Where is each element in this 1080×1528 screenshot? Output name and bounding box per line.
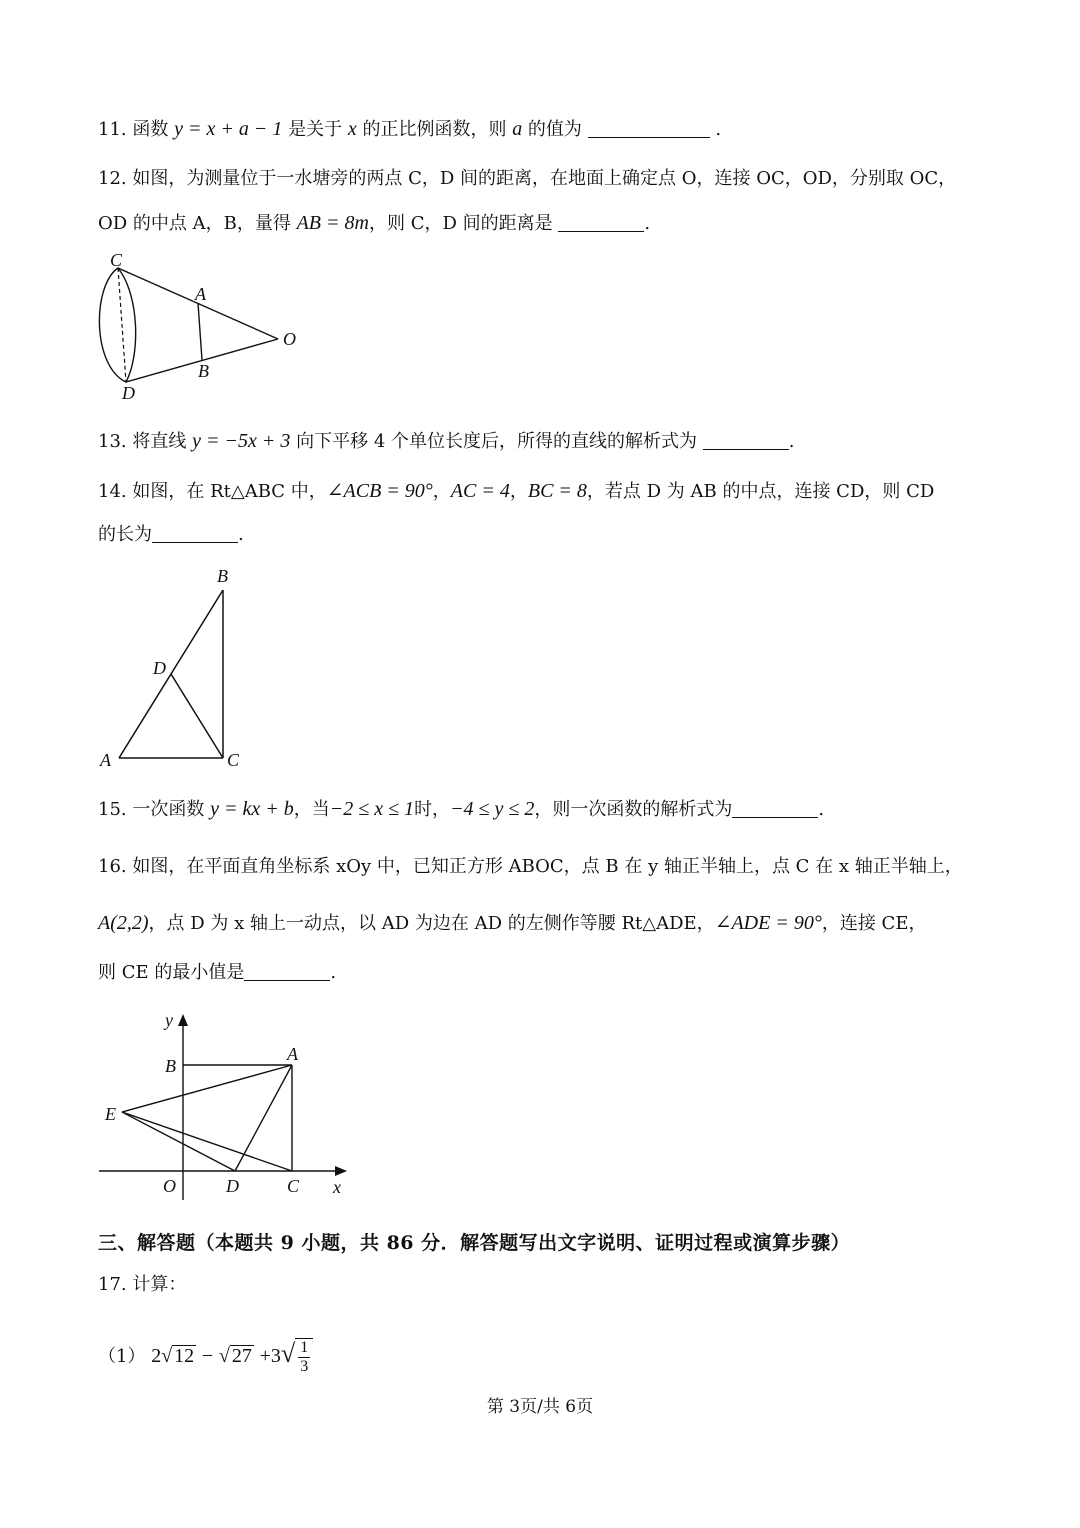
question-14-line-2: 的长为 .	[98, 524, 244, 545]
coordinate-figure	[95, 1004, 360, 1206]
section-heading: 三、解答题（本题共 9 小题，共 86 分．解答题写出文字说明、证明过程或演算步骤）	[98, 1232, 851, 1254]
label-b: B	[198, 361, 209, 381]
question-13: 13. 将直线 y = −5x + 3 向下平移 4 个单位长度后，所得的直线的解析式为 .	[98, 430, 795, 452]
label-c: C	[110, 250, 123, 270]
formula: ∠ACB = 90°	[326, 480, 433, 502]
label-o: O	[283, 329, 296, 349]
answer-blank	[732, 799, 818, 818]
label-a: A	[287, 1044, 298, 1064]
label-c: C	[227, 750, 240, 770]
question-12-line-1: 12. 如图，为测量位于一水塘旁的两点 C，D 间的距离，在地面上确定点 O，连接 OC，OD，分别取 OC，	[98, 168, 957, 189]
triangle-figure	[95, 562, 265, 774]
question-14-line-1: 14. 如图，在 Rt△ABC 中，∠ACB = 90°，AC = 4，BC = 8，若点 D 为 AB 的中点，连接 CD，则 CD	[98, 480, 935, 502]
label-c: C	[287, 1176, 300, 1196]
formula: y = x + a − 1	[174, 118, 283, 140]
formula: BC = 8	[527, 480, 587, 502]
answer-blank	[244, 962, 330, 981]
radicand: 12	[174, 1345, 195, 1367]
question-16-line-1: 16. 如图，在平面直角坐标系 xOy 中，已知正方形 ABOC，点 B 在 y 轴正半轴上，点 C 在 x 轴正半轴上，	[98, 856, 963, 877]
answer-blank	[703, 431, 789, 450]
formula: y = kx + b	[210, 798, 294, 820]
label-d: D	[122, 383, 135, 403]
label-a: A	[100, 750, 111, 770]
formula: A(2,2)	[98, 912, 149, 934]
label-e: E	[105, 1104, 116, 1124]
fraction: $\frac{1}{3}$	[300, 1338, 309, 1375]
question-17-title: 17. 计算：	[98, 1274, 187, 1295]
question-11: 11. 函数 y = x + a − 1 是关于 x 的正比例函数，则 a 的值为 .	[98, 118, 722, 140]
label-a: A	[195, 284, 206, 304]
formula: −4 ≤ y ≤ 2	[450, 798, 535, 820]
formula: ∠ADE = 90°	[714, 912, 822, 934]
label-x: x	[333, 1177, 341, 1197]
answer-blank	[558, 213, 644, 232]
question-number: 11.	[98, 119, 127, 140]
formula: AB = 8m	[296, 212, 369, 234]
pond-figure	[90, 246, 310, 406]
label-o: O	[163, 1176, 176, 1196]
question-15: 15. 一次函数 y = kx + b，当−2 ≤ x ≤ 1时，−4 ≤ y ≤ 2，则一次函数的解析式为 .	[98, 798, 825, 820]
formula: AC = 4	[450, 480, 510, 502]
formula: y = −5x + 3	[192, 430, 291, 452]
label-d: D	[153, 658, 166, 678]
radicand: 27	[231, 1345, 252, 1367]
page-footer: 第 3页/共 6页	[486, 1397, 594, 1417]
answer-blank	[588, 119, 710, 138]
question-12-line-2: OD 的中点 A，B，量得 AB = 8m，则 C，D 间的距离是 .	[98, 212, 651, 234]
question-16-line-3: 则 CE 的最小值是 .	[98, 962, 337, 983]
answer-blank	[152, 524, 238, 543]
formula: −2 ≤ x ≤ 1	[329, 798, 415, 820]
question-16-line-2: A(2,2)，点 D 为 x 轴上一动点，以 AD 为边在 AD 的左侧作等腰 Rt△ADE，∠ADE = 90°，连接 CE，	[98, 912, 927, 934]
label-b: B	[165, 1056, 176, 1076]
question-17-part-1: （1） 2√ 12 − √ 27 +3√ $\frac{1}{3}$	[98, 1334, 1020, 1377]
label-b: B	[217, 566, 228, 586]
label-d: D	[226, 1176, 239, 1196]
label-y: y	[165, 1010, 173, 1030]
